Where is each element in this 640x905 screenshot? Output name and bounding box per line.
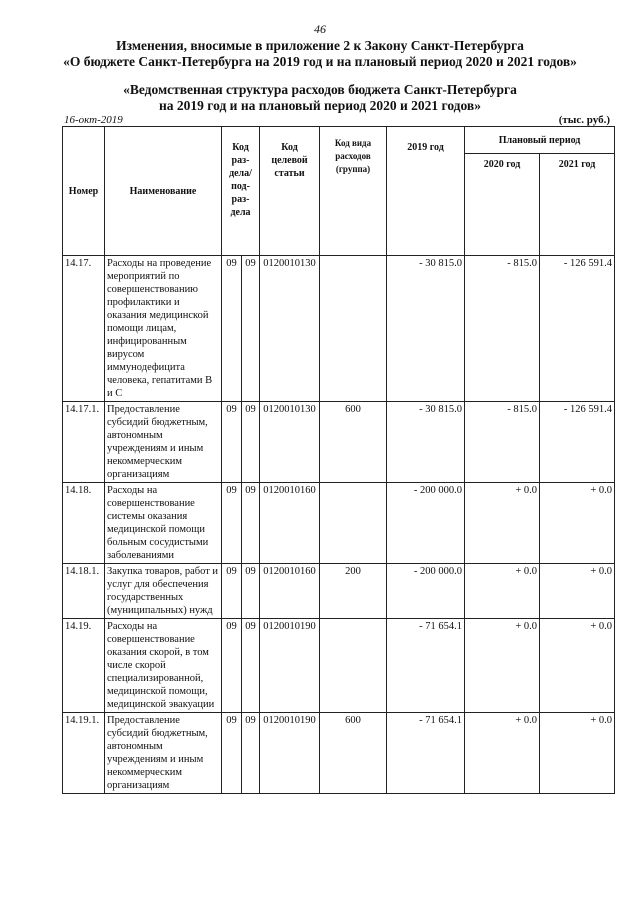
row-subsection-code: 09 (242, 256, 260, 402)
table-header-row (63, 127, 615, 154)
row-amount-2019: - 71 654.1 (387, 619, 465, 713)
row-expense-type: 600 (320, 713, 387, 794)
row-amount-2020: + 0.0 (465, 713, 540, 794)
page-number: 46 (314, 22, 326, 36)
row-target-code: 0120010160 (260, 483, 320, 564)
header-2021: 2021 год (540, 154, 615, 256)
row-number: 14.18. (63, 483, 105, 564)
row-amount-2021: - 126 591.4 (540, 402, 615, 483)
row-section-code: 09 (222, 619, 242, 713)
row-subsection-code: 09 (242, 483, 260, 564)
row-amount-2019: - 71 654.1 (387, 713, 465, 794)
title-line: «О бюджете Санкт-Петербурга на 2019 год и на плановый период 2020 и 2021 годов» (63, 54, 577, 69)
row-amount-2019: - 200 000.0 (387, 564, 465, 619)
row-number: 14.17. (63, 256, 105, 402)
table-row (63, 564, 615, 619)
row-name: Предоставление субсидий бюджетным, автономным учреждениям и иным некоммерческим организациям (105, 402, 222, 483)
row-expense-type (320, 483, 387, 564)
row-amount-2021: - 126 591.4 (540, 256, 615, 402)
row-subsection-code: 09 (242, 619, 260, 713)
row-amount-2021: + 0.0 (540, 564, 615, 619)
row-expense-type: 600 (320, 402, 387, 483)
header-section: Код раз- дела/ под- раз- дела (222, 127, 260, 256)
row-amount-2021: + 0.0 (540, 483, 615, 564)
table-row (63, 402, 615, 483)
table-row (63, 713, 615, 794)
row-subsection-code: 09 (242, 402, 260, 483)
row-expense-type (320, 256, 387, 402)
row-name: Предоставление субсидий бюджетным, автономным учреждениям и иным некоммерческим организациям (105, 713, 222, 794)
header-2020: 2020 год (465, 154, 540, 256)
table-row (63, 619, 615, 713)
units-label: (тыс. руб.) (558, 114, 610, 126)
row-amount-2020: - 815.0 (465, 402, 540, 483)
row-amount-2020: + 0.0 (465, 483, 540, 564)
header-name: Наименование (105, 127, 222, 256)
document-title (0, 38, 640, 70)
document-date: 16-окт-2019 (64, 114, 123, 126)
row-target-code: 0120010130 (260, 256, 320, 402)
subtitle-line: «Ведомственная структура расходов бюджета Санкт-Петербурга (123, 82, 517, 97)
row-amount-2020: + 0.0 (465, 619, 540, 713)
row-amount-2021: + 0.0 (540, 713, 615, 794)
document-subtitle (0, 82, 640, 114)
row-subsection-code: 09 (242, 564, 260, 619)
header-expense-type: Код вида расходов (группа) (320, 127, 387, 256)
row-expense-type (320, 619, 387, 713)
header-2019: 2019 год (387, 127, 465, 256)
row-amount-2020: - 815.0 (465, 256, 540, 402)
row-name: Расходы на проведение мероприятий по совершенствованию профилактики и оказания медицинской помощи лицам, инфицированным вирусом иммунодефицита человека, гепатитами В и С (105, 256, 222, 402)
row-target-code: 0120010130 (260, 402, 320, 483)
header-target: Код целевой статьи (260, 127, 320, 256)
row-amount-2019: - 200 000.0 (387, 483, 465, 564)
subtitle-line: на 2019 год и на плановый период 2020 и 2021 годов» (159, 98, 481, 113)
row-amount-2019: - 30 815.0 (387, 402, 465, 483)
row-subsection-code: 09 (242, 713, 260, 794)
row-name: Расходы на совершенствование оказания скорой, в том числе скорой специализированной, медицинской помощи, медицинской эвакуации (105, 619, 222, 713)
row-name: Закупка товаров, работ и услуг для обеспечения государственных (муниципальных) нужд (105, 564, 222, 619)
row-target-code: 0120010190 (260, 619, 320, 713)
row-number: 14.18.1. (63, 564, 105, 619)
row-expense-type: 200 (320, 564, 387, 619)
header-number: Номер (63, 127, 105, 256)
row-amount-2021: + 0.0 (540, 619, 615, 713)
row-section-code: 09 (222, 483, 242, 564)
budget-table (62, 126, 615, 794)
row-section-code: 09 (222, 256, 242, 402)
row-section-code: 09 (222, 713, 242, 794)
row-amount-2020: + 0.0 (465, 564, 540, 619)
table-row (63, 256, 615, 402)
row-name: Расходы на совершенствование системы оказания медицинской помощи больным сосудистыми заболеваниями (105, 483, 222, 564)
title-line: Изменения, вносимые в приложение 2 к Закону Санкт-Петербурга (116, 38, 524, 53)
row-target-code: 0120010190 (260, 713, 320, 794)
row-number: 14.17.1. (63, 402, 105, 483)
row-target-code: 0120010160 (260, 564, 320, 619)
row-amount-2019: - 30 815.0 (387, 256, 465, 402)
row-section-code: 09 (222, 564, 242, 619)
table-row (63, 483, 615, 564)
row-number: 14.19. (63, 619, 105, 713)
row-section-code: 09 (222, 402, 242, 483)
row-number: 14.19.1. (63, 713, 105, 794)
header-planned-period: Плановый период (465, 127, 615, 154)
